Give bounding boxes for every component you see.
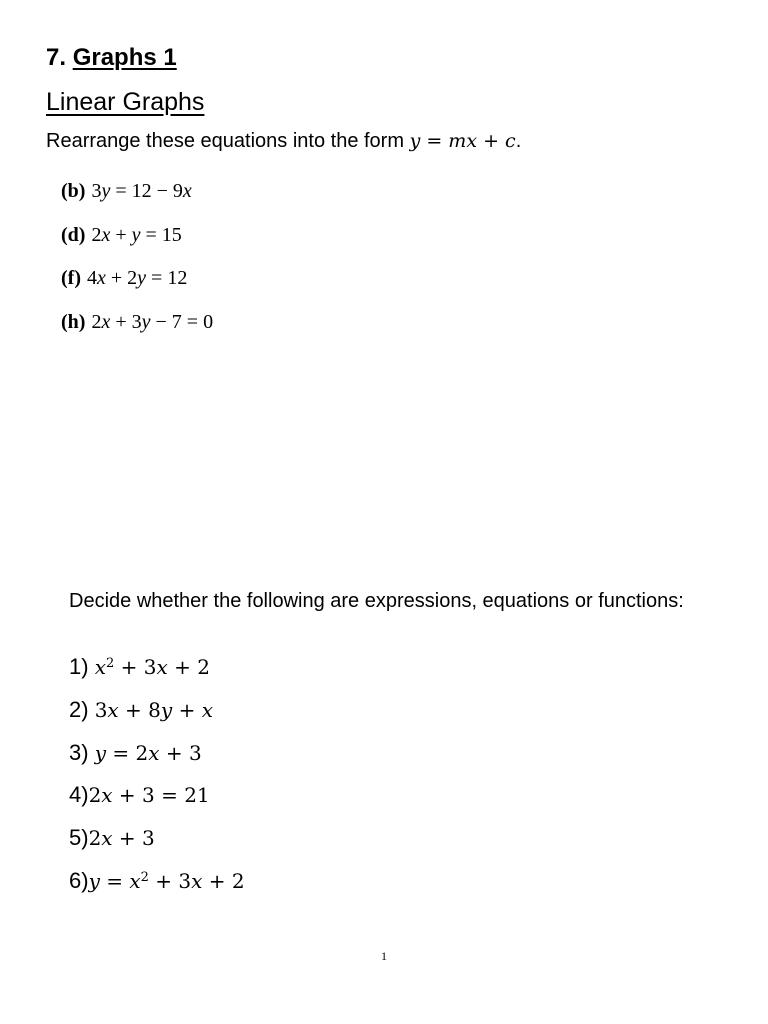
equation-text: 2x + y = 15 xyxy=(91,224,182,246)
item-expression: 2x + 3 = 21 xyxy=(88,783,210,807)
equation-text: 3y = 12 − 9x xyxy=(91,180,192,202)
item-label: 3) xyxy=(69,740,95,765)
item-label: 1) xyxy=(69,654,95,679)
item-expression: $y = x^2 + 3x + 2$ xyxy=(88,869,245,893)
equation-f xyxy=(61,267,187,290)
item-label: 2) xyxy=(69,697,95,722)
equation-d xyxy=(61,224,182,247)
equation-text: 4x + 2y = 12 xyxy=(86,267,188,289)
section-title-text: Graphs 1 xyxy=(72,44,177,71)
subsection-title: Linear Graphs xyxy=(46,88,205,116)
item-1 xyxy=(69,654,210,680)
equation-b xyxy=(61,180,192,203)
section-title xyxy=(46,44,177,72)
section-number: 7. xyxy=(46,44,73,71)
equation-h xyxy=(61,311,213,334)
item-label: 6) xyxy=(69,868,89,893)
target-form: y = mx + c xyxy=(409,130,516,152)
equation-label: (h) xyxy=(61,311,86,333)
item-4 xyxy=(69,782,210,808)
equation-label: (d) xyxy=(61,224,86,246)
equation-label: (f) xyxy=(61,267,81,289)
item-5 xyxy=(69,825,155,851)
item-label: 5) xyxy=(69,825,89,850)
classify-instruction: Decide whether the following are expressions, equations or functions: xyxy=(69,590,684,612)
rearrange-instruction-text: Rearrange these equations into the form xyxy=(46,130,404,152)
page-number: 1 xyxy=(381,949,387,963)
rearrange-instruction xyxy=(46,130,521,153)
item-label: 4) xyxy=(69,782,89,807)
item-expression: y = 2x + 3 xyxy=(94,741,202,765)
equation-text: 2x + 3y − 7 = 0 xyxy=(91,311,214,333)
instruction-period: . xyxy=(515,130,522,152)
item-expression: 3x + 8y + x xyxy=(94,698,213,722)
equation-label: (b) xyxy=(61,180,86,202)
item-6 xyxy=(69,868,245,894)
item-expression: 2x + 3 xyxy=(88,826,155,850)
item-expression: $x^2 + 3x + 2$ xyxy=(94,655,210,679)
item-2 xyxy=(69,697,213,723)
item-3 xyxy=(69,740,202,766)
